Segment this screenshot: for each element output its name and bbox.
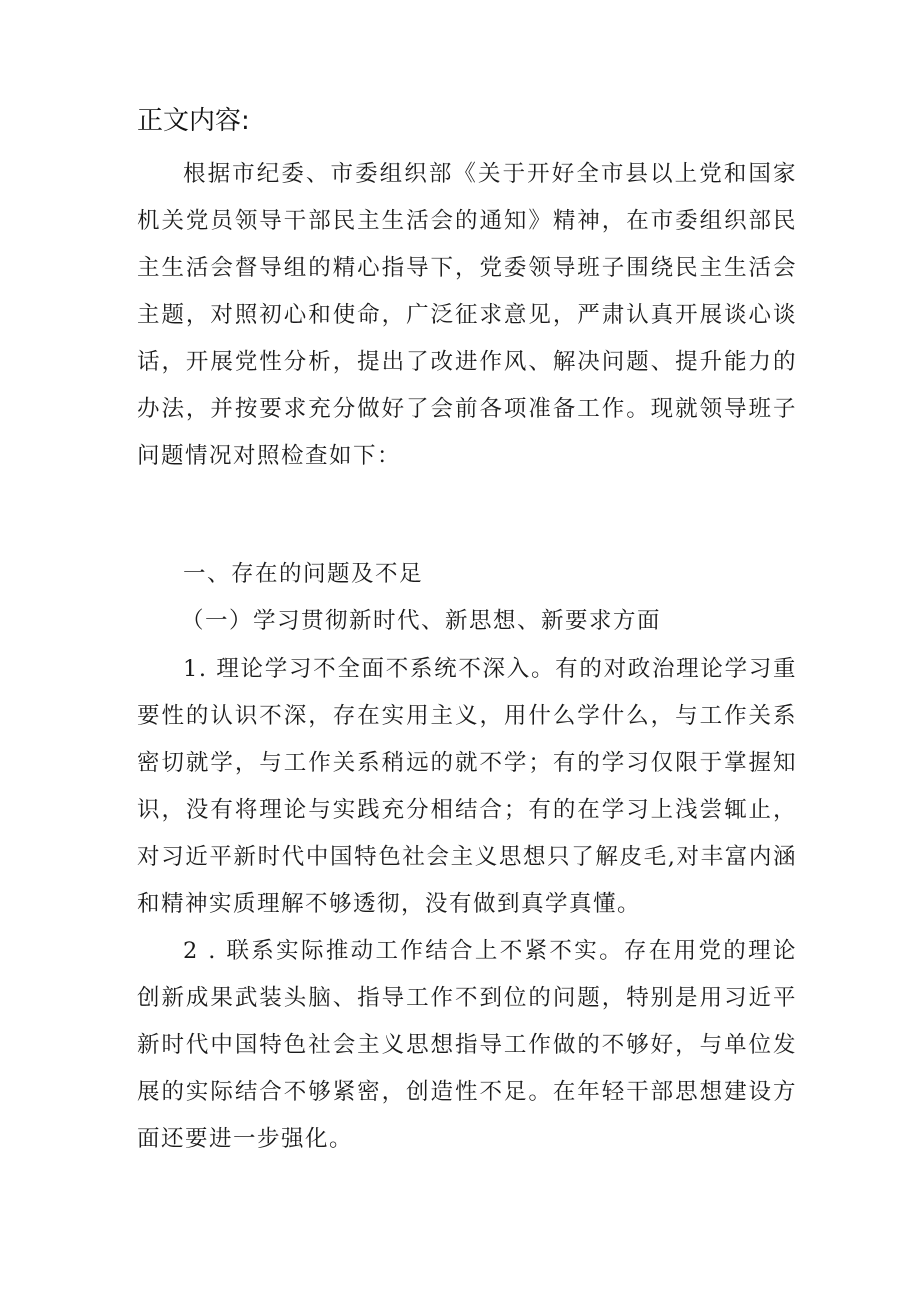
list-item: 2 . 联系实际推动工作结合上不紧不实。存在用党的理论创新成果武装头脑、指导工作不到位的问题，特别是用习近平新时代中国特色社会主义思想指导工作做的不够好，与单位发展的实际结合不够紧密，创造性不足。在年轻干部思想建设方面还要进一步强化。 xyxy=(137,938,797,1152)
section-title: 一、存在的问题及不足 xyxy=(183,561,424,587)
page-heading: 正文内容: xyxy=(137,106,250,136)
intro-paragraph: 根据市纪委、市委组织部《关于开好全市县以上党和国家机关党员领导干部民主生活会的通知》精神，在市委组织部民主生活会督导组的精心指导下，党委领导班子围绕民主生活会主题，对照初心和使命，广泛征求意见，严肃认真开展谈心谈话，开展党性分析，提出了改进作风、解决问题、提升能力的办法，并按要求充分做好了会前各项准备工作。现就领导班子问题情况对照检查如下： xyxy=(137,161,797,469)
subsection-title: （一）学习贯彻新时代、新思想、新要求方面 xyxy=(181,608,662,634)
list-item: 1. 理论学习不全面不系统不深入。有的对政治理论学习重要性的认识不深，存在实用主义，用什么学什么，与工作关系密切就学，与工作关系稍远的就不学；有的学习仅限于掌握知识，没有将理论与实践充分相结合；有的在学习上浅尝辄止，对习近平新时代中国特色社会主义思想只了解皮毛,对丰富内涵和精神实质理解不够透彻，没有做到真学真懂。 xyxy=(137,656,797,917)
